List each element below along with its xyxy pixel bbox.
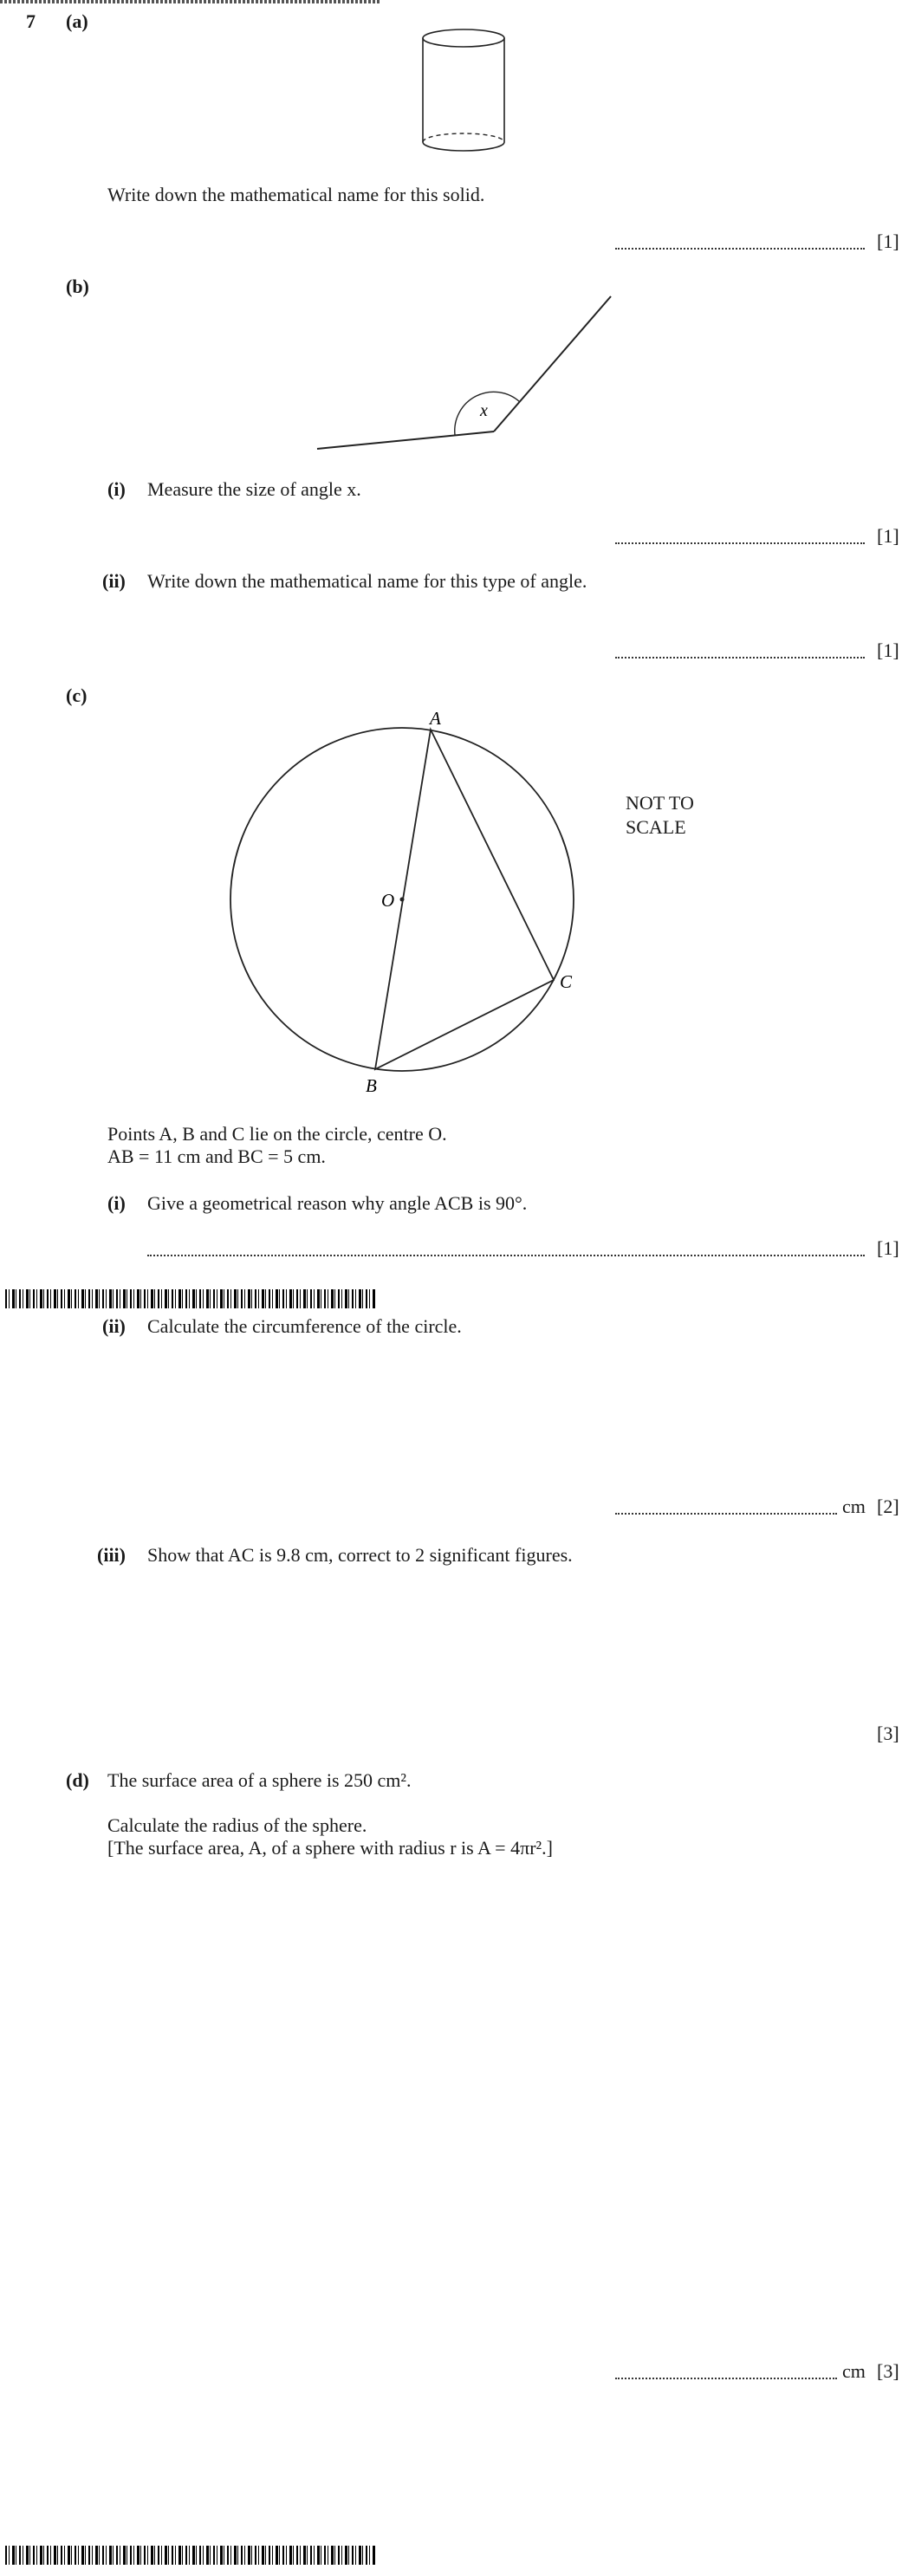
- part-b-ii-mark: [1]: [877, 639, 899, 661]
- part-d-unit: cm: [842, 2360, 866, 2382]
- part-c-label: (c): [66, 685, 88, 706]
- not-to-scale-line2: SCALE: [626, 816, 686, 838]
- point-c-label: C: [560, 971, 573, 992]
- angle-diagram: [312, 286, 624, 459]
- point-a-label: A: [430, 708, 441, 729]
- point-o-label: O: [381, 890, 395, 911]
- part-c-iii-label: (iii): [97, 1544, 126, 1566]
- part-b-i-label: (i): [107, 478, 126, 500]
- part-b-label: (b): [66, 276, 89, 297]
- barcode-middle: [5, 1289, 376, 1308]
- part-b-ii-answer-line[interactable]: [615, 657, 865, 659]
- part-c-info-line2: AB = 11 cm and BC = 5 cm.: [107, 1145, 326, 1167]
- header-strip: [0, 0, 381, 3]
- part-c-i-answer-line[interactable]: [147, 1255, 865, 1256]
- part-c-iii-mark: [3]: [877, 1723, 899, 1744]
- part-b-ii-prompt: Write down the mathematical name for this type of angle.: [147, 570, 587, 592]
- part-b-i-mark: [1]: [877, 525, 899, 547]
- cylinder-diagram: [416, 26, 511, 156]
- not-to-scale-line1: NOT TO: [626, 792, 694, 814]
- part-d-line1: The surface area of a sphere is 250 cm².: [107, 1769, 412, 1791]
- circle-diagram: [217, 702, 607, 1092]
- part-c-i-mark: [1]: [877, 1237, 899, 1259]
- part-d-line2: Calculate the radius of the sphere.: [107, 1814, 367, 1836]
- part-a-answer-line[interactable]: [615, 248, 865, 250]
- part-d-mark: [3]: [877, 2360, 899, 2382]
- question-number: 7: [26, 10, 36, 32]
- part-c-i-label: (i): [107, 1192, 126, 1214]
- point-b-label: B: [366, 1075, 377, 1092]
- angle-x-label: x: [480, 401, 488, 420]
- part-c-ii-label: (ii): [102, 1315, 126, 1337]
- part-c-iii-prompt: Show that AC is 9.8 cm, correct to 2 significant figures.: [147, 1544, 573, 1566]
- part-b-i-answer-line[interactable]: [615, 542, 865, 544]
- part-a-prompt: Write down the mathematical name for this solid.: [107, 184, 485, 205]
- part-c-i-prompt: Give a geometrical reason why angle ACB is 90°.: [147, 1192, 528, 1214]
- part-c-ii-unit: cm: [842, 1496, 866, 1517]
- part-d-line3: [The surface area, A, of a sphere with radius r is A = 4πr².]: [107, 1837, 553, 1859]
- barcode-bottom: [5, 2546, 376, 2565]
- part-b-i-prompt: Measure the size of angle x.: [147, 478, 361, 500]
- part-c-info-line1: Points A, B and C lie on the circle, centre O.: [107, 1123, 447, 1145]
- part-d-answer-line[interactable]: [615, 2378, 837, 2379]
- part-c-ii-mark: [2]: [877, 1496, 899, 1517]
- part-a-label: (a): [66, 10, 88, 32]
- part-b-ii-label: (ii): [102, 570, 126, 592]
- part-a-mark: [1]: [877, 230, 899, 252]
- part-d-label: (d): [66, 1769, 89, 1791]
- part-c-ii-prompt: Calculate the circumference of the circle.: [147, 1315, 462, 1337]
- part-c-ii-answer-line[interactable]: [615, 1513, 837, 1515]
